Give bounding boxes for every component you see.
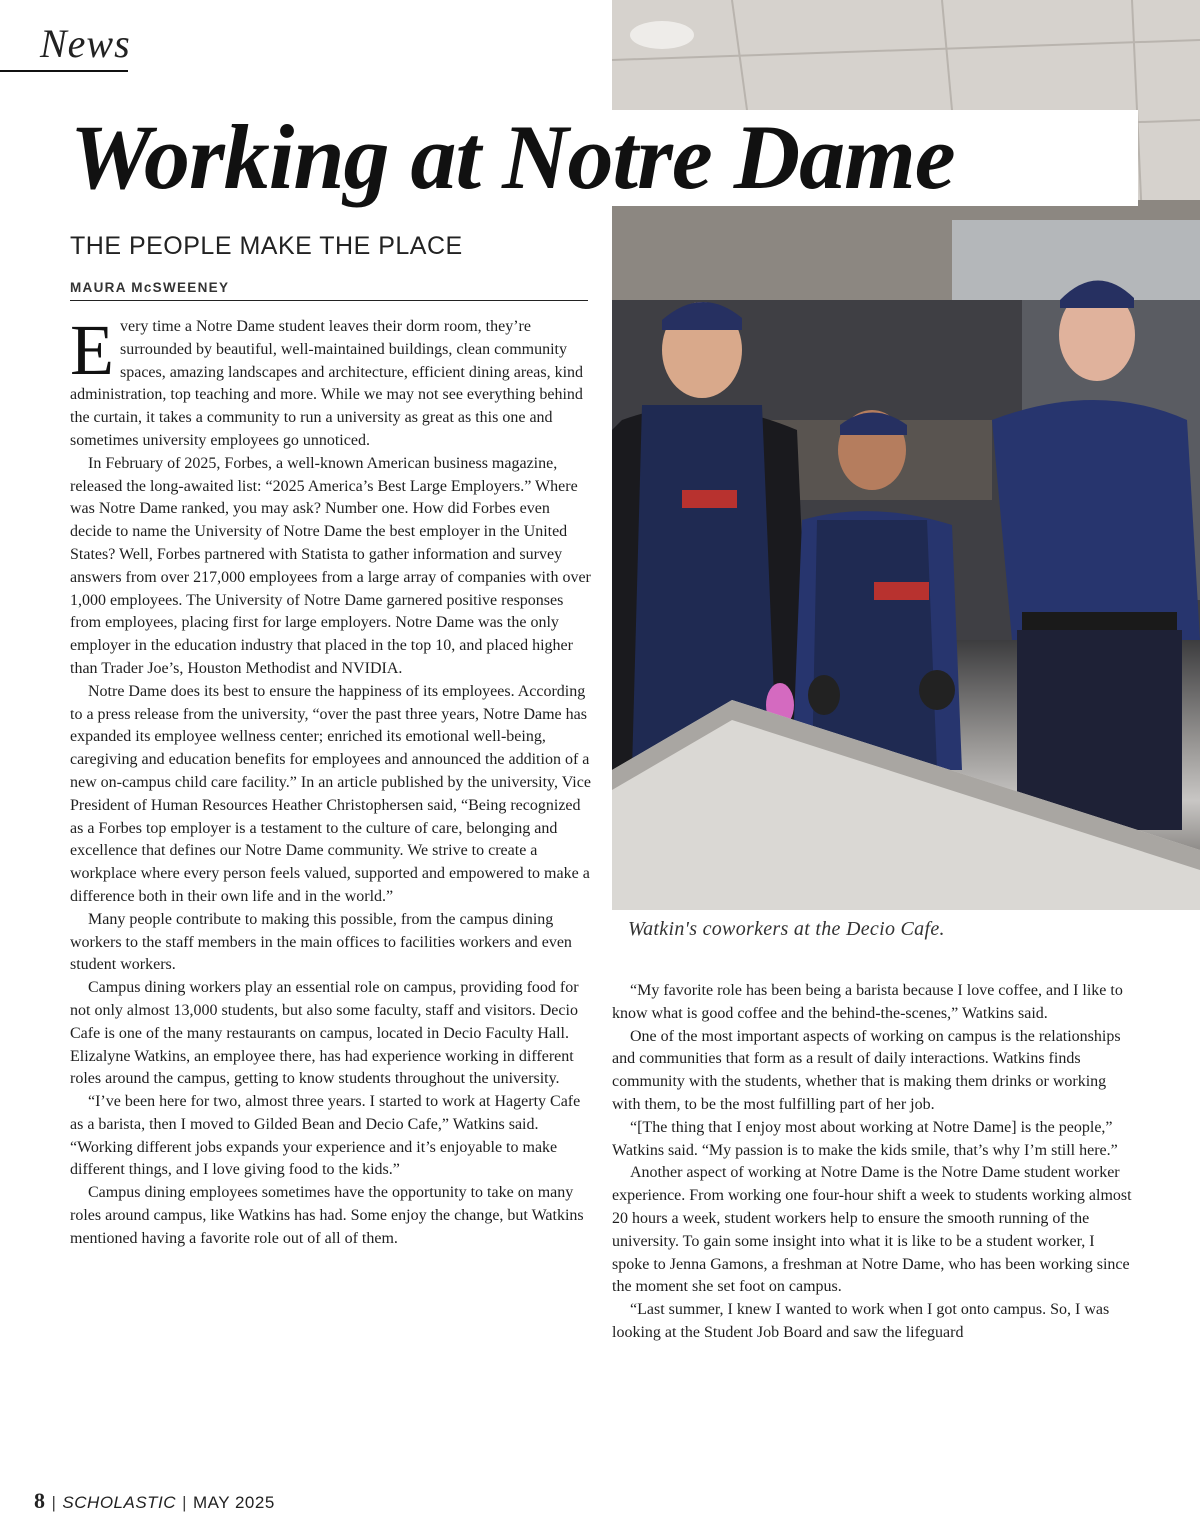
paragraph: One of the most important aspects of working on campus is the relationships and communities that form as a result of daily interactions. Watkins finds community with the students, whether that is making them drinks or working with them, to be the most fulfilling part of her job. <box>612 1027 1121 1113</box>
paragraph: Notre Dame does its best to ensure the happiness of its employees. According to a press release from the university, “over the past three years, Notre Dame has expanded its employee wellness center; enriched its emotional well-being, caregiving and education benefits for employees and announced the addition of a new on-campus child care facility.” In an article published by the university, Vice President of Human Resources Heather Christophersen said, “Being recognized as a Forbes top employer is a testament to the culture of care, belonging and excellence that defines our Notre Dame community. We strive to create a workplace where every person feels valued, supported and empowered to make a difference both in their own life and in the world.” <box>70 682 591 905</box>
footer-separator: | <box>51 1493 57 1512</box>
photo-caption: Watkin's coworkers at the Decio Cafe. <box>628 918 945 940</box>
paragraph <box>70 310 592 453</box>
issue-date: MAY 2025 <box>192 1493 275 1512</box>
page-footer <box>34 1488 275 1514</box>
right-column <box>612 980 1134 1345</box>
paragraph: In February of 2025, Forbes, a well-known American business magazine, released the long-awaited list: “2025 America’s Best Large Employers.” Where was Notre Dame ranked, you may ask? Number one. How did Forbes even decide to name the University of Notre Dame the best employer in the United States? Well, Forbes partnered with Statista to gather information and survey answers from over 217,000 employees from a large array of companies with over 1,000 employees. The University of Notre Dame garnered positive responses from employees, placing first for large employers. Notre Dame was the only employer in the education industry that placed in the top 10, and placed higher than Trader Joe’s, Houston Methodist and NVIDIA. <box>70 454 591 677</box>
footer-separator: | <box>182 1493 187 1512</box>
drop-cap: E <box>70 310 114 390</box>
article-title: Working at Notre Dame <box>70 106 955 208</box>
left-column <box>70 310 592 1251</box>
byline-rule <box>70 300 588 301</box>
paragraph: “[The thing that I enjoy most about working at Notre Dame] is the people,” Watkins said. “My passion is to make the kids smile, that’s why I’m still here.” <box>612 1118 1118 1159</box>
paragraph: Campus dining workers play an essential role on campus, providing food for not only almost 13,000 students, but also some faculty, staff and visitors. Decio Cafe is one of the many restaurants on campus, located in Decio Faculty Hall. Elizalyne Watkins, an employee there, has had experience working in different roles around the campus, getting to know students throughout the university. <box>70 979 579 1088</box>
paragraph: Many people contribute to making this possible, from the campus dining workers to the staff members in the main offices to facilities workers and even student workers. <box>70 910 572 974</box>
paragraph: “Last summer, I knew I wanted to work when I got onto campus. So, I was looking at the Student Job Board and saw the lifeguard <box>612 1301 1110 1341</box>
paragraph: “I’ve been here for two, almost three years. I started to work at Hagerty Cafe as a barista, then I moved to Gilded Bean and Decio Cafe,” Watkins said. “Working different jobs expands your experience and it’s enjoyable to make different things, and I love giving food to the kids.” <box>70 1093 581 1179</box>
page-number: 8 <box>34 1488 46 1513</box>
section-rule <box>0 70 128 72</box>
paragraph-text: very time a Notre Dame student leaves their dorm room, they’re surrounded by beautiful, well-maintained buildings, clean community spaces, amazing landscapes and architecture, efficient dining areas, kind administration, top teaching and more. While we may not see everything behind the curtain, it takes a community to run a university as great as this one and sometimes university employees go unnoticed. <box>70 318 584 449</box>
magazine-name: SCHOLASTIC <box>62 1493 177 1512</box>
author-byline: MAURA McSWEENEY <box>70 280 230 295</box>
paragraph: Another aspect of working at Notre Dame is the Notre Dame student worker experience. From working one four-hour shift a week to students working almost 20 hours a week, student workers help to ensure the smooth running of the university. To gain some insight into what it is like to be a student worker, I spoke to Jenna Gamons, a freshman at Notre Dame, who has been working since the moment she set foot on campus. <box>612 1164 1132 1296</box>
article-subtitle: THE PEOPLE MAKE THE PLACE <box>70 232 463 260</box>
paragraph: “My favorite role has been being a barista because I love coffee, and I like to know what is good coffee and the behind-the-scenes,” Watkins said. <box>612 982 1123 1022</box>
section-label: News <box>40 21 131 66</box>
smoke-detector-icon <box>630 21 694 49</box>
paragraph: Campus dining employees sometimes have the opportunity to take on many roles around campus, like Watkins has had. Some enjoy the change, but Watkins mentioned having a favorite role out of all of them. <box>70 1184 584 1247</box>
